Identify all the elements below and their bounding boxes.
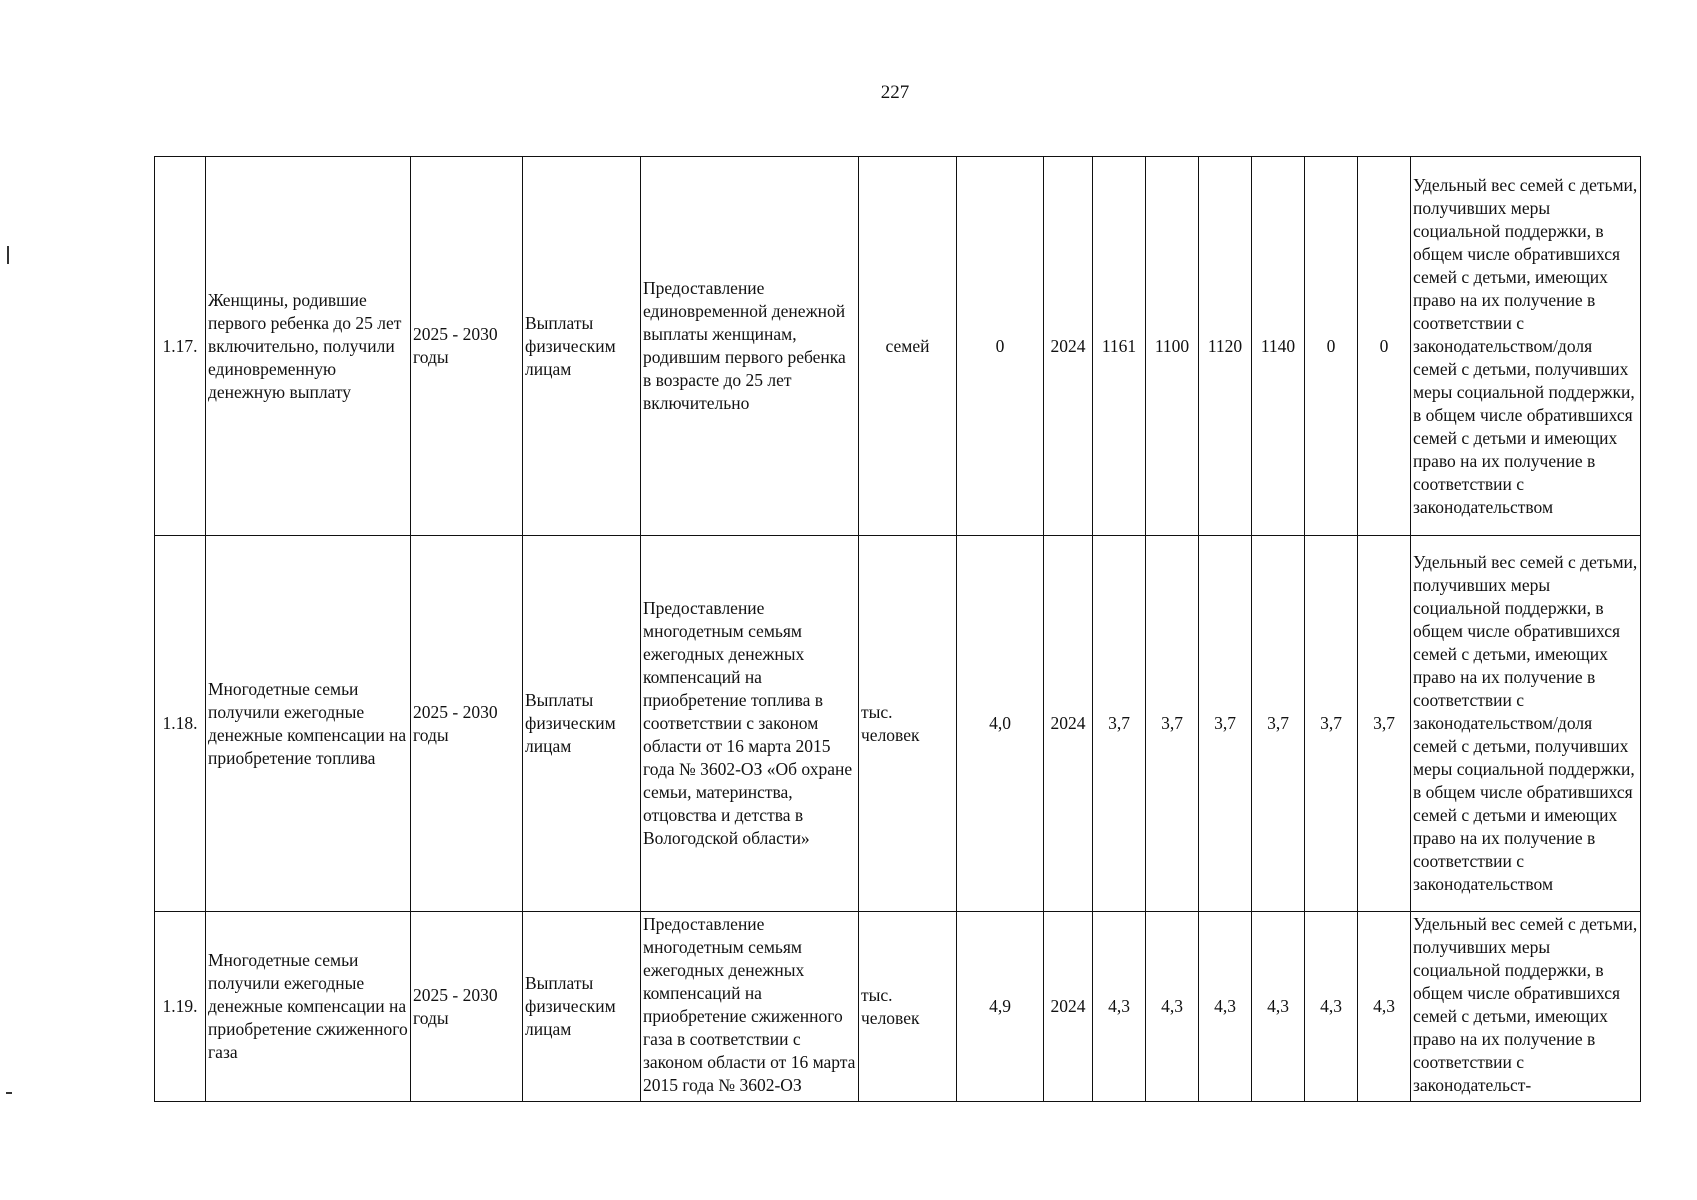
value-cell: 3,7 (1252, 536, 1305, 912)
row-number: 1.19. (155, 912, 206, 1102)
indicator-cell: Удельный вес семей с детьми, получивших меры социальной поддержки, в общем числе обратившихся семей с детьми, имеющих право на их получение в соответствии с законодательством/доля семей с детьми, получивших меры социальной поддержки, в общем числе обратившихся семей с детьми и имеющих право на их получение в соответствии с законодательством (1411, 157, 1641, 536)
value-cell: 3,7 (1146, 536, 1199, 912)
result-cell: Многодетные семьи получили ежегодные денежные компенсации на приобретение топлива (206, 536, 411, 912)
row-number: 1.17. (155, 157, 206, 536)
period-cell: 2025 - 2030 годы (411, 157, 523, 536)
description-cell: Предоставление многодетным семьям ежегодных денежных компенсаций на приобретение топлива в соответствии с законом области от 16 марта 2015 года № 3602-ОЗ «Об охране семьи, материнства, отцовства и детства в Вологодской области» (641, 536, 859, 912)
value-cell: 1100 (1146, 157, 1199, 536)
value-cell: 4,3 (1252, 912, 1305, 1102)
table-row (155, 912, 1641, 1102)
value-cell: 4,3 (1146, 912, 1199, 1102)
base-value-cell: 0 (957, 157, 1044, 536)
unit-cell: тыс. человек (859, 912, 957, 1102)
type-cell: Выплаты физическим лицам (523, 536, 641, 912)
value-cell: 3,7 (1358, 536, 1411, 912)
margin-mark-bottom (6, 1092, 12, 1094)
period-cell: 2025 - 2030 годы (411, 536, 523, 912)
result-cell: Многодетные семьи получили ежегодные денежные компенсации на приобретение сжиженного газа (206, 912, 411, 1102)
description-cell: Предоставление многодетным семьям ежегодных денежных компенсаций на приобретение сжиженного газа в соответствии с законом области от 16 марта 2015 года № 3602-ОЗ (641, 912, 859, 1102)
unit-cell: семей (859, 157, 957, 536)
value-cell: 4,3 (1358, 912, 1411, 1102)
value-cell: 3,7 (1305, 536, 1358, 912)
table-row (155, 536, 1641, 912)
value-cell: 0 (1305, 157, 1358, 536)
value-cell: 3,7 (1199, 536, 1252, 912)
value-cell: 1161 (1093, 157, 1146, 536)
period-cell: 2025 - 2030 годы (411, 912, 523, 1102)
value-cell: 4,3 (1305, 912, 1358, 1102)
indicator-cell: Удельный вес семей с детьми, получивших меры социальной поддержки, в общем числе обратившихся семей с детьми, имеющих право на их получение в соответствии с законодательст- (1411, 912, 1641, 1102)
indicator-cell: Удельный вес семей с детьми, получивших меры социальной поддержки, в общем числе обратившихся семей с детьми, имеющих право на их получение в соответствии с законодательством/доля семей с детьми, получивших меры социальной поддержки, в общем числе обратившихся семей с детьми и имеющих право на их получение в соответствии с законодательством (1411, 536, 1641, 912)
base-year-cell: 2024 (1044, 912, 1093, 1102)
value-cell: 0 (1358, 157, 1411, 536)
description-cell: Предоставление единовременной денежной выплаты женщинам, родившим первого ребенка в возрасте до 25 лет включительно (641, 157, 859, 536)
base-value-cell: 4,9 (957, 912, 1044, 1102)
value-cell: 3,7 (1093, 536, 1146, 912)
type-cell: Выплаты физическим лицам (523, 157, 641, 536)
type-cell: Выплаты физическим лицам (523, 912, 641, 1102)
unit-cell: тыс. человек (859, 536, 957, 912)
row-number: 1.18. (155, 536, 206, 912)
result-cell: Женщины, родившие первого ребенка до 25 лет включительно, получили единовременную денежную выплату (206, 157, 411, 536)
value-cell: 1140 (1252, 157, 1305, 536)
value-cell: 4,3 (1199, 912, 1252, 1102)
page-number: 227 (880, 82, 910, 103)
base-year-cell: 2024 (1044, 157, 1093, 536)
table-row (155, 157, 1641, 536)
value-cell: 4,3 (1093, 912, 1146, 1102)
base-year-cell: 2024 (1044, 536, 1093, 912)
margin-mark-top (7, 246, 9, 264)
value-cell: 1120 (1199, 157, 1252, 536)
base-value-cell: 4,0 (957, 536, 1044, 912)
measures-table (154, 156, 1641, 1102)
